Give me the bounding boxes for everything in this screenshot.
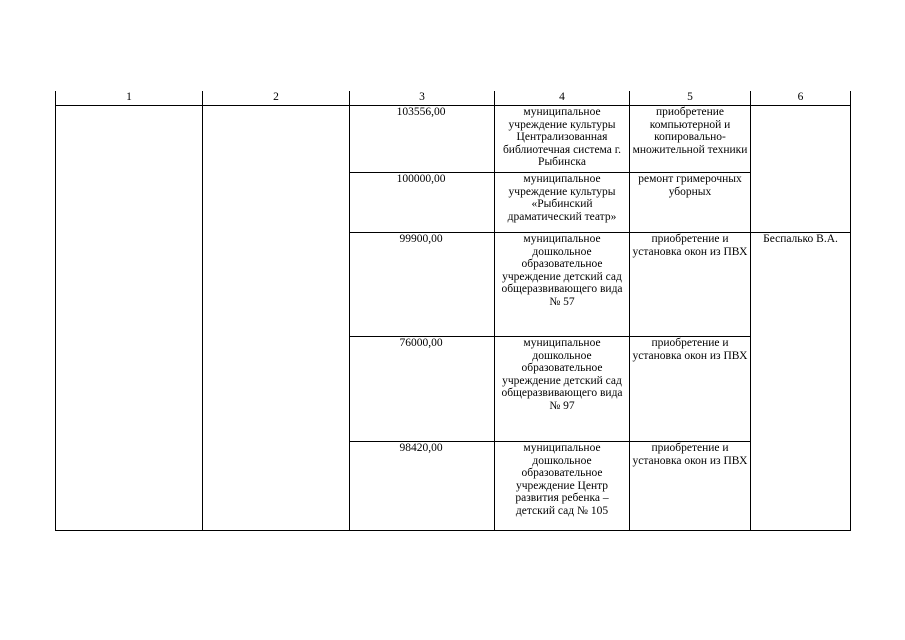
institution-cell: муниципальное учреждение культуры Централизованная библиотечная система г. Рыбинска <box>495 106 630 173</box>
amount-cell: 103556,00 <box>350 106 495 173</box>
amount-cell: 100000,00 <box>350 173 495 233</box>
responsible-empty-cell <box>751 106 851 233</box>
header-row <box>56 91 851 106</box>
column-2-cell <box>203 106 350 531</box>
purpose-cell: приобретение компьютерной и копировально-множительной техники <box>630 106 751 173</box>
column-1-cell <box>56 106 203 531</box>
institution-cell: муниципальное дошкольное образовательное учреждение детский сад общеразвивающего вида № 57 <box>495 233 630 337</box>
purpose-cell: приобретение и установка окон из ПВХ <box>630 233 751 337</box>
header-cell-1: 1 <box>56 91 203 106</box>
amount-cell: 99900,00 <box>350 233 495 337</box>
purpose-cell: приобретение и установка окон из ПВХ <box>630 337 751 442</box>
purpose-cell: ремонт гримерочных уборных <box>630 173 751 233</box>
header-cell-4: 4 <box>495 91 630 106</box>
header-cell-3: 3 <box>350 91 495 106</box>
amount-cell: 98420,00 <box>350 442 495 531</box>
header-cell-5: 5 <box>630 91 751 106</box>
header-cell-6: 6 <box>751 91 851 106</box>
institution-cell: муниципальное дошкольное образовательное учреждение детский сад общеразвивающего вида № 97 <box>495 337 630 442</box>
amount-cell: 76000,00 <box>350 337 495 442</box>
responsible-cell: Беспалько В.А. <box>751 233 851 531</box>
header-cell-2: 2 <box>203 91 350 106</box>
institution-cell: муниципальное дошкольное образовательное учреждение Центр развития ребенка – детский сад № 105 <box>495 442 630 531</box>
budget-table <box>55 91 851 531</box>
purpose-cell: приобретение и установка окон из ПВХ <box>630 442 751 531</box>
table-row <box>56 106 851 173</box>
institution-cell: муниципальное учреждение культуры «Рыбинский драматический театр» <box>495 173 630 233</box>
